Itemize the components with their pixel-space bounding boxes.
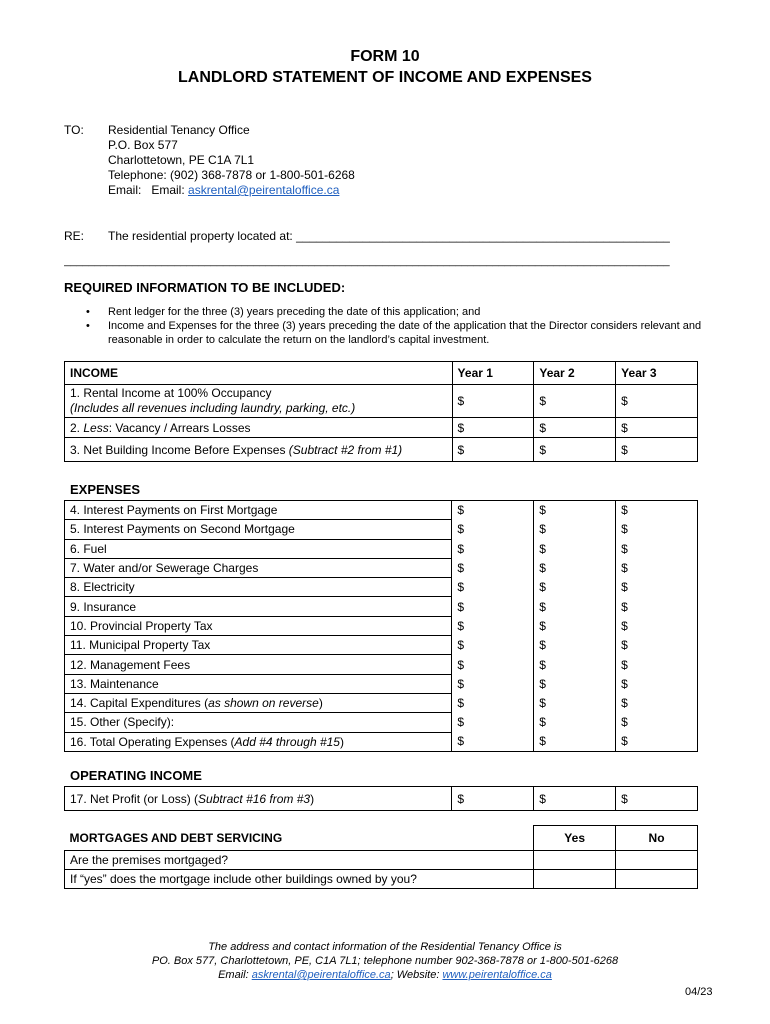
income-row-1-label: 1. Rental Income at 100% Occupancy (Includes all revenues including laundry, parking, etc.) (65, 385, 453, 418)
expense-amount-year-2[interactable]: $ (534, 558, 616, 577)
income-row-2-label: 2. Less: Vacancy / Arrears Losses (65, 418, 453, 438)
email-link[interactable]: askrental@peirentaloffice.ca (188, 183, 340, 197)
expense-amount-year-1[interactable]: $ (452, 539, 534, 558)
operating-row-17-year-2[interactable]: $ (534, 787, 616, 811)
expense-amount-year-1[interactable]: $ (452, 655, 534, 674)
mortgage-heading: MORTGAGES AND DEBT SERVICING (69, 830, 283, 845)
to-line: Residential Tenancy Office (108, 123, 250, 137)
expense-amount-year-2[interactable]: $ (534, 636, 616, 655)
income-row-1-note: (Includes all revenues including laundry, parking, etc.) (70, 401, 356, 415)
income-row-3-year-1[interactable]: $ (452, 438, 534, 462)
expense-amount-year-2[interactable]: $ (534, 578, 616, 597)
expenses-heading: EXPENSES (70, 482, 141, 497)
expense-amount-year-2[interactable]: $ (534, 713, 616, 732)
form-version: 04/23 (685, 986, 713, 998)
expense-row-label: 13. Maintenance (65, 674, 452, 693)
expense-amount-year-1[interactable]: $ (452, 636, 534, 655)
property-address-field-2[interactable]: ___________________________________________________________________________________________________ (64, 255, 670, 267)
form-number: FORM 10 (350, 48, 420, 65)
expense-amount-year-1[interactable]: $ (452, 558, 534, 577)
footer-line-2: PO. Box 577, Charlottetown, PE, C1A 7L1; telephone number 902-368-7878 or 1-800-501-6268 (151, 955, 619, 967)
income-table (64, 361, 698, 462)
expense-row-label: 7. Water and/or Sewerage Charges (65, 558, 452, 577)
mortgage-question-2: If “yes” does the mortgage include other buildings owned by you? (65, 870, 534, 889)
operating-row-17-year-3[interactable]: $ (616, 787, 698, 811)
expense-amount-year-2[interactable]: $ (534, 616, 616, 635)
expense-row-label: 9. Insurance (65, 597, 452, 616)
expense-amount-year-2[interactable]: $ (534, 693, 616, 712)
expense-amount-year-3[interactable]: $ (616, 732, 698, 751)
income-row-1-year-1[interactable]: $ (452, 385, 534, 418)
expense-row-14-label: 14. Capital Expenditures (as shown on reverse) (65, 693, 452, 712)
income-row-3-year-3[interactable]: $ (616, 438, 698, 462)
mortgage-q2-yes[interactable] (534, 870, 616, 889)
year-2-header: Year 2 (534, 362, 616, 385)
email-prefix: Email: Email: (108, 183, 189, 197)
expense-amount-year-2[interactable]: $ (534, 520, 616, 539)
required-bullet-2: Income and Expenses for the three (3) years preceding the date of the application that the Director considers relevant and reasonable in order to calculate the return on the landlord’s capital investment. (108, 320, 702, 346)
expense-amount-year-2[interactable]: $ (534, 501, 616, 520)
expense-row-label: 6. Fuel (65, 539, 452, 558)
expense-amount-year-1[interactable]: $ (452, 693, 534, 712)
expense-amount-year-1[interactable]: $ (452, 732, 534, 751)
re-label: RE: (64, 229, 85, 243)
operating-row-17-label: 17. Net Profit (or Loss) (Subtract #16 from #3) (65, 787, 452, 811)
mortgage-yes-header: Yes (534, 826, 616, 851)
to-line: P.O. Box 577 (108, 138, 178, 152)
expense-amount-year-1[interactable]: $ (452, 578, 534, 597)
expense-amount-year-3[interactable]: $ (616, 655, 698, 674)
mortgage-q1-no[interactable] (616, 851, 698, 870)
operating-heading: OPERATING INCOME (70, 768, 202, 783)
income-row-2-year-2[interactable]: $ (534, 418, 616, 438)
expense-amount-year-2[interactable]: $ (534, 732, 616, 751)
property-address-field[interactable]: ________________________________________________________ (296, 229, 670, 243)
required-heading: REQUIRED INFORMATION TO BE INCLUDED: (64, 280, 346, 295)
expense-amount-year-3[interactable]: $ (616, 597, 698, 616)
expense-amount-year-1[interactable]: $ (452, 713, 534, 732)
expense-row-15-label: 15. Other (Specify): (65, 713, 452, 732)
re-line (108, 229, 670, 244)
form-title: LANDLORD STATEMENT OF INCOME AND EXPENSES (178, 69, 592, 86)
mortgage-question-1: Are the premises mortgaged? (65, 851, 534, 870)
mortgage-q1-yes[interactable] (534, 851, 616, 870)
expenses-table (64, 500, 698, 752)
mortgage-table (64, 825, 698, 889)
expense-amount-year-3[interactable]: $ (616, 539, 698, 558)
footer-line-1: The address and contact information of the Residential Tenancy Office is (208, 941, 562, 953)
expense-row-label: 10. Provincial Property Tax (65, 616, 452, 635)
required-bullet-1: Rent ledger for the three (3) years preceding the date of this application; and (108, 306, 481, 318)
bullet-icon: • (86, 306, 90, 318)
expense-amount-year-3[interactable]: $ (616, 578, 698, 597)
footer-line-3: Email: askrental@peirentaloffice.ca; Website: www.peirentaloffice.ca (218, 969, 552, 981)
expense-row-label: 4. Interest Payments on First Mortgage (65, 501, 452, 520)
expense-amount-year-3[interactable]: $ (616, 636, 698, 655)
expense-amount-year-3[interactable]: $ (616, 520, 698, 539)
expense-amount-year-2[interactable]: $ (534, 674, 616, 693)
income-row-3-year-2[interactable]: $ (534, 438, 616, 462)
income-row-1-year-3[interactable]: $ (616, 385, 698, 418)
expense-row-16-label: 16. Total Operating Expenses (Add #4 through #15) (65, 732, 452, 751)
income-row-1-year-2[interactable]: $ (534, 385, 616, 418)
expense-amount-year-1[interactable]: $ (452, 616, 534, 635)
expense-amount-year-1[interactable]: $ (452, 520, 534, 539)
income-row-3-label: 3. Net Building Income Before Expenses (Subtract #2 from #1) (65, 438, 453, 462)
expense-amount-year-3[interactable]: $ (616, 616, 698, 635)
to-line: Telephone: (902) 368-7878 or 1-800-501-6268 (108, 168, 355, 182)
expense-amount-year-2[interactable]: $ (534, 539, 616, 558)
expense-amount-year-3[interactable]: $ (616, 558, 698, 577)
bullet-icon: • (86, 320, 90, 332)
to-email-line (108, 183, 355, 198)
footer-email-link[interactable]: askrental@peirentaloffice.ca (251, 969, 391, 981)
operating-row-17-year-1[interactable]: $ (452, 787, 534, 811)
mortgage-q2-no[interactable] (616, 870, 698, 889)
year-1-header: Year 1 (452, 362, 534, 385)
re-text: The residential property located at: (108, 229, 293, 243)
income-heading: INCOME (65, 362, 453, 385)
expense-amount-year-2[interactable]: $ (534, 655, 616, 674)
income-row-2-year-1[interactable]: $ (452, 418, 534, 438)
income-row-2-year-3[interactable]: $ (616, 418, 698, 438)
expense-row-label: 5. Interest Payments on Second Mortgage (65, 520, 452, 539)
expense-amount-year-1[interactable]: $ (452, 597, 534, 616)
expense-row-label: 12. Management Fees (65, 655, 452, 674)
footer-website-link[interactable]: www.peirentaloffice.ca (442, 969, 552, 981)
expense-amount-year-1[interactable]: $ (452, 501, 534, 520)
expense-amount-year-3[interactable]: $ (616, 713, 698, 732)
expense-amount-year-2[interactable]: $ (534, 597, 616, 616)
expense-amount-year-3[interactable]: $ (616, 501, 698, 520)
expense-row-label: 11. Municipal Property Tax (65, 636, 452, 655)
to-line: Charlottetown, PE C1A 7L1 (108, 153, 255, 167)
expense-amount-year-1[interactable]: $ (452, 674, 534, 693)
mortgage-no-header: No (616, 826, 698, 851)
operating-table (64, 786, 698, 811)
year-3-header: Year 3 (616, 362, 698, 385)
to-address (108, 123, 355, 198)
to-label: TO: (64, 123, 84, 137)
expense-row-label: 8. Electricity (65, 578, 452, 597)
expense-amount-year-3[interactable]: $ (616, 674, 698, 693)
expense-amount-year-3[interactable]: $ (616, 693, 698, 712)
